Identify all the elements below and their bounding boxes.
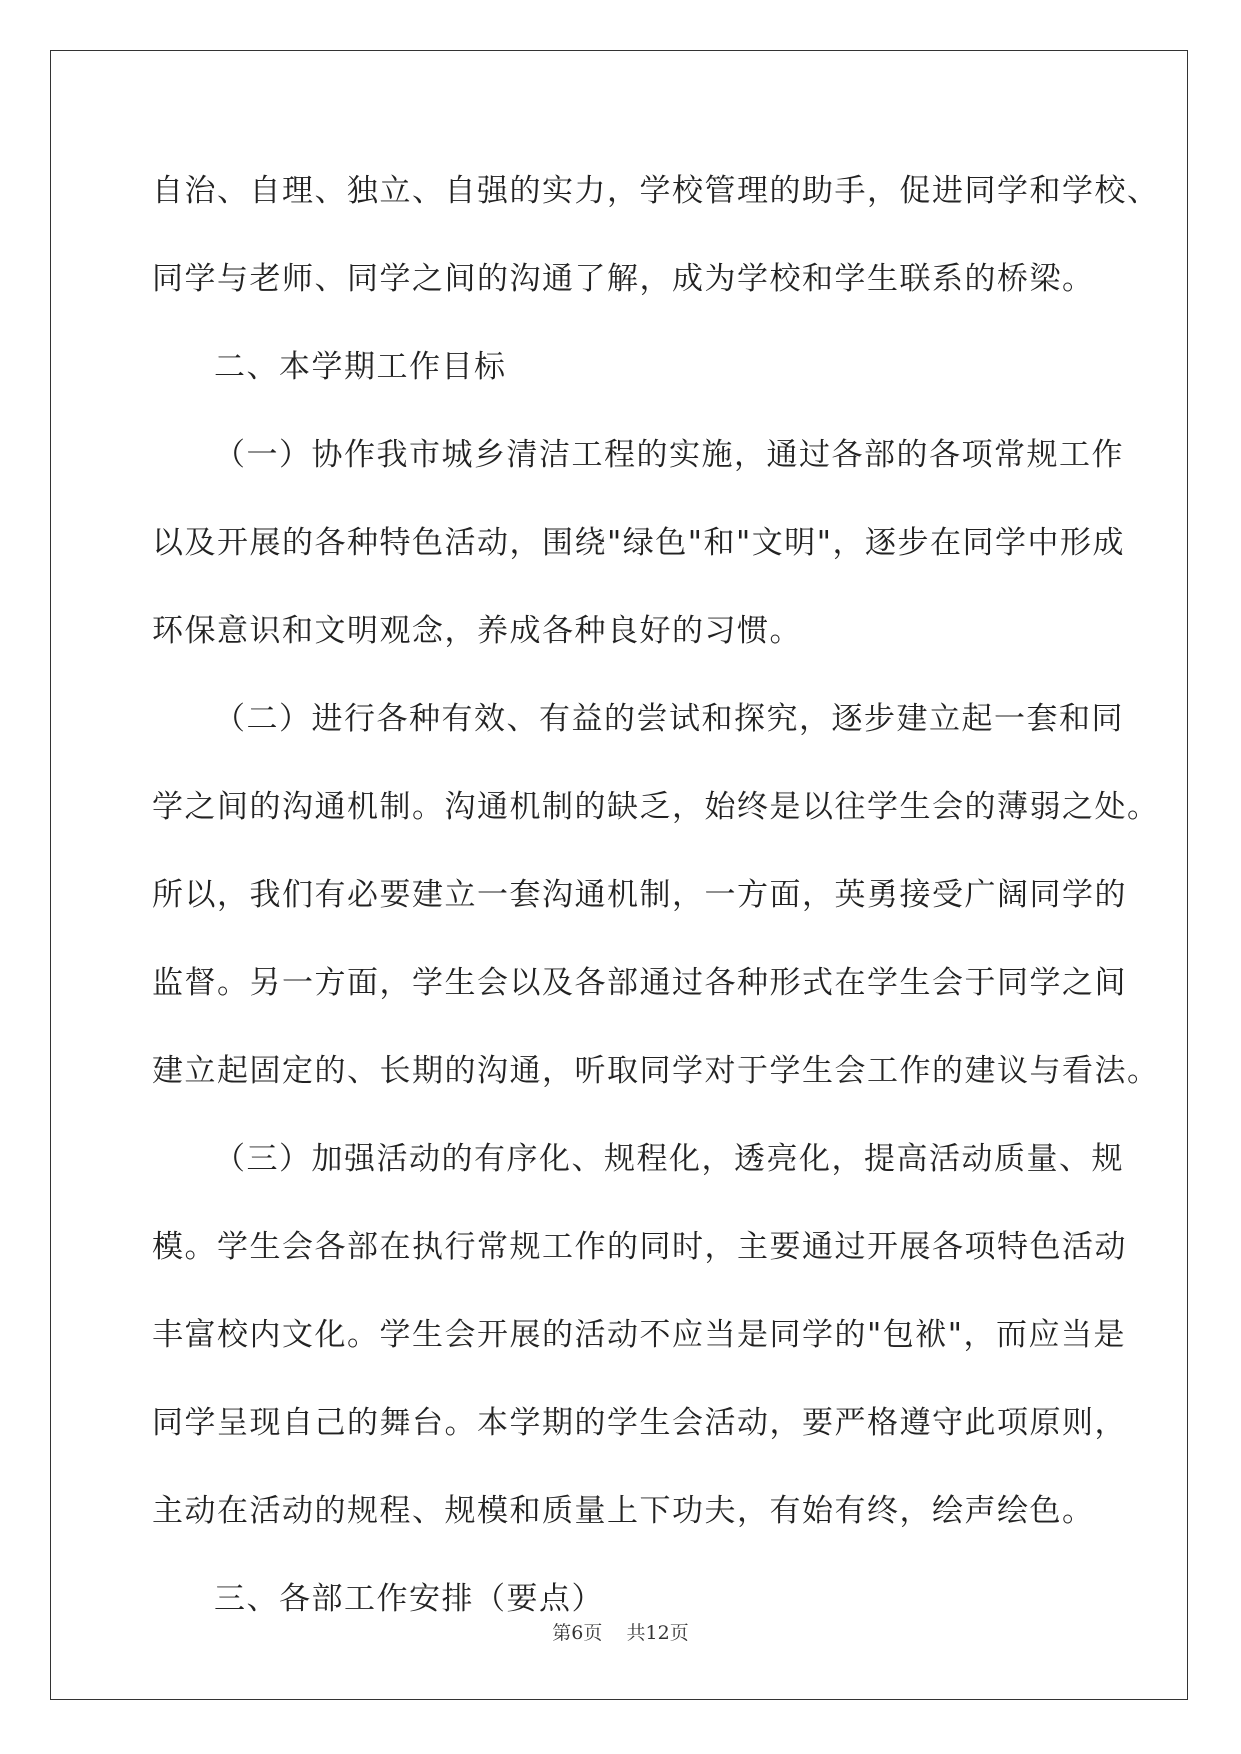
page-total: 共12页 xyxy=(626,1622,689,1644)
text-line-15: 同学呈现自己的舞台。本学期的学生会活动，要严格遵守此项原则， xyxy=(152,1405,1127,1441)
text-line-16: 主动在活动的规程、规模和质量上下功夫，有始有终，绘声绘色。 xyxy=(152,1493,1095,1529)
page-footer xyxy=(0,1618,1241,1645)
text-line-11: 建立起固定的、长期的沟通，听取同学对于学生会工作的建议与看法。 xyxy=(152,1053,1160,1089)
text-line-12: （三）加强活动的有序化、规程化，透亮化，提高活动质量、规 xyxy=(214,1141,1124,1177)
page-number: 第6页 xyxy=(552,1622,603,1644)
text-line-9: 所以，我们有必要建立一套沟通机制，一方面，英勇接受广阔同学的 xyxy=(152,877,1127,913)
text-line-8: 学之间的沟通机制。沟通机制的缺乏，始终是以往学生会的薄弱之处。 xyxy=(152,789,1160,825)
text-line-1: 自治、自理、独立、自强的实力，学校管理的助手，促进同学和学校、 xyxy=(152,173,1160,209)
section-heading-2: 二、本学期工作目标 xyxy=(214,349,507,385)
section-heading-3: 三、各部工作安排（要点） xyxy=(214,1581,604,1617)
text-line-10: 监督。另一方面，学生会以及各部通过各种形式在学生会于同学之间 xyxy=(152,965,1127,1001)
text-line-7: （二）进行各种有效、有益的尝试和探究，逐步建立起一套和同 xyxy=(214,701,1124,737)
text-line-6: 环保意识和文明观念，养成各种良好的习惯。 xyxy=(152,613,802,649)
text-line-5: 以及开展的各种特色活动，围绕"绿色"和"文明"，逐步在同学中形成 xyxy=(152,525,1126,561)
text-line-4: （一）协作我市城乡清洁工程的实施，通过各部的各项常规工作 xyxy=(214,437,1124,473)
text-line-14: 丰富校内文化。学生会开展的活动不应当是同学的"包袱"，而应当是 xyxy=(152,1317,1127,1353)
text-line-13: 模。学生会各部在执行常规工作的同时，主要通过开展各项特色活动 xyxy=(152,1229,1127,1265)
document-body xyxy=(152,163,1160,1659)
text-line-2: 同学与老师、同学之间的沟通了解，成为学校和学生联系的桥梁。 xyxy=(152,261,1095,297)
